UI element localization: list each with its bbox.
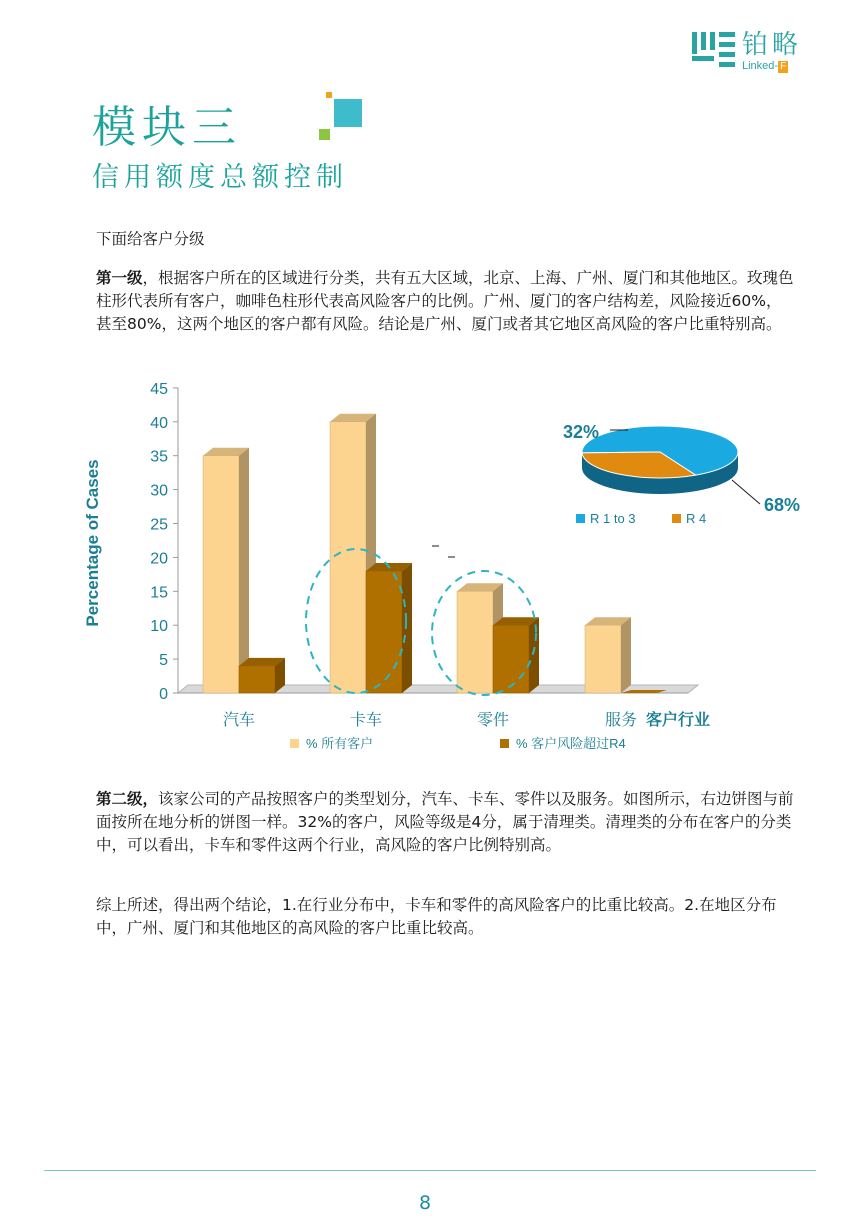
paragraph-level-one (96, 267, 796, 336)
bar-side (402, 563, 412, 693)
y-tick-label: 45 (150, 380, 168, 398)
pie-data-label: 32% (563, 422, 600, 442)
pie-legend-label: R 1 to 3 (590, 511, 636, 526)
bar-front (203, 456, 239, 693)
legend-label: % 客户风险超过R4 (516, 736, 626, 751)
y-tick-label: 40 (150, 414, 168, 432)
industry-risk-chart (60, 360, 820, 780)
y-tick-label: 5 (159, 652, 168, 670)
deco-square-green (319, 129, 330, 140)
legend-swatch (290, 739, 299, 748)
paragraph-body: 该家公司的产品按照客户的类型划分，汽车、卡车、零件以及服务。如图所示，右边饼图与前面按所在地分析的饼图一样。32%的客户，风险等级是4分，属于清理类。清理类的分布在客户的分类中，可以看出，卡车和零件这两个行业，高风险的客户比例特别高。 (96, 790, 794, 854)
paragraph-conclusion: 综上所述，得出两个结论，1.在行业分布中，卡车和零件的高风险客户的比重比较高。2.在地区分布中，广州、厦门和其他地区的高风险的客户比重比较高。 (96, 896, 777, 937)
bar-front (366, 571, 402, 693)
pie-legend-swatch (672, 514, 681, 523)
pie-leader-line (732, 480, 760, 504)
bar-front (585, 625, 621, 693)
bar-side (621, 617, 631, 693)
pie-legend-label: R 4 (686, 511, 707, 526)
x-axis-title: 客户行业 (645, 712, 711, 729)
pie-legend-swatch (576, 514, 585, 523)
x-tick-label: 服务 (604, 712, 638, 729)
y-tick-label: 15 (150, 584, 168, 602)
y-tick-label: 10 (150, 618, 168, 636)
y-tick-label: 20 (150, 550, 168, 568)
page-number: 8 (418, 1192, 432, 1214)
bar-front (330, 422, 366, 693)
intro-text: 下面给客户分级 (96, 230, 205, 248)
bar-front (457, 591, 493, 693)
paragraph-lead: 第二级， (96, 790, 159, 808)
legend-label: % 所有客户 (306, 736, 374, 751)
y-axis-title: Percentage of Cases (83, 459, 102, 627)
y-tick-label: 35 (150, 448, 168, 466)
legend-swatch (500, 739, 509, 748)
x-tick-label: 卡车 (349, 712, 383, 729)
page-subtitle: 信用额度总额控制 (92, 162, 348, 193)
logo-sub-suffix: F (780, 61, 787, 72)
paragraph-body: ，根据客户所在的区域进行分类，共有五大区域，北京、上海、广州、厦门和其他地区。玫瑰色柱形代表所有客户，咖啡色柱形代表高风险客户的比例。广州、厦门的客户结构差，风险接近60%，甚至80%，这两个地区的客户都有风险。结论是广州、厦门或者其它地区高风险的客户比重特别高。 (96, 269, 794, 333)
paragraph-level-two (96, 788, 796, 857)
bar-side (529, 617, 539, 693)
x-tick-label: 汽车 (222, 712, 256, 729)
bar-front (493, 625, 529, 693)
page-title: 模块三 (92, 102, 242, 153)
y-tick-label: 30 (150, 482, 168, 500)
logo-sub-prefix: Linked- (742, 60, 779, 72)
logo-mark-icon (692, 32, 736, 70)
y-tick-label: 0 (159, 686, 168, 703)
chart-canvas (60, 360, 820, 780)
bar-side (239, 448, 249, 693)
paragraph-lead: 第一级 (96, 269, 143, 287)
deco-square-orange (326, 92, 332, 98)
company-logo (692, 30, 812, 74)
logo-name: 铂略 (742, 30, 803, 60)
logo-subtitle (742, 60, 788, 73)
pie-data-label: 68% (764, 495, 801, 515)
footer-divider (44, 1170, 816, 1171)
x-tick-label: 零件 (476, 712, 510, 729)
bar-front (239, 666, 275, 693)
y-tick-label: 25 (150, 516, 168, 534)
deco-square-teal (334, 99, 362, 127)
